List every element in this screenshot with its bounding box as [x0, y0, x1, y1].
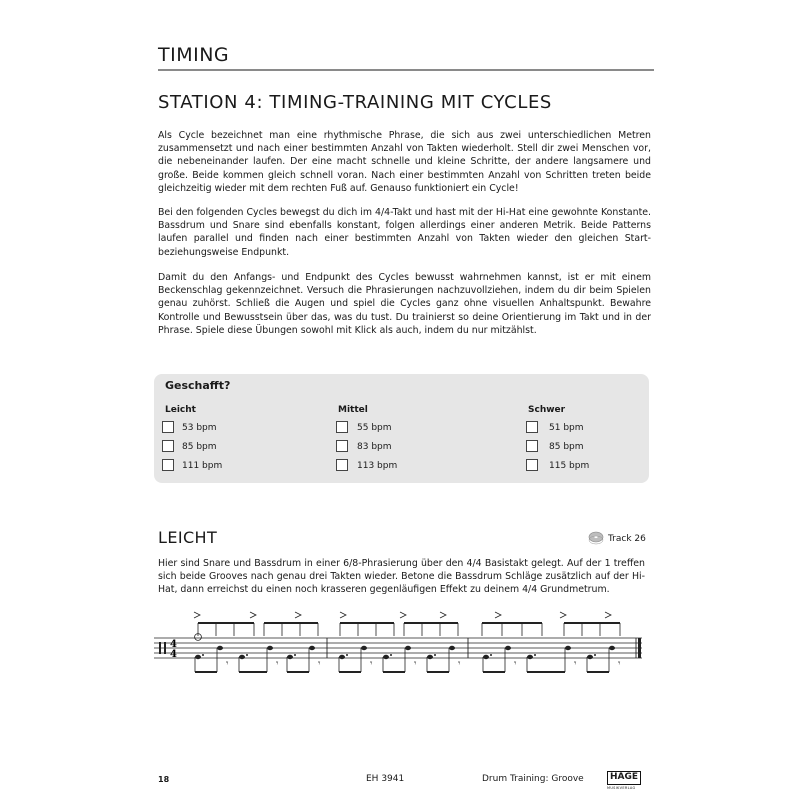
checkbox-label: 113 bpm [357, 461, 398, 471]
column-header-mittel: Mittel [338, 405, 368, 415]
checkbox-mittel-2[interactable] [336, 440, 348, 452]
exercise-title: LEICHT [158, 528, 218, 547]
column-header-leicht: Leicht [165, 405, 196, 415]
cd-icon [588, 531, 604, 545]
svg-text:4: 4 [170, 649, 177, 660]
checkbox-leicht-2[interactable] [162, 440, 174, 452]
drum-notation-staff [150, 600, 650, 682]
svg-text:𝄾: 𝄾 [276, 659, 279, 669]
svg-text:𝄾: 𝄾 [226, 659, 229, 669]
orientation-paragraph: Damit du den Anfangs- und Endpunkt des Cycles bewusst wahrnehmen kannst, ist er mit einem Beckenschlag gekennzeichnet. Versuch die Phrasierungen nachzuvollziehen, indem du dir beim Spielen genau zuhörst. Schließ die Augen und spiel die Cycles ganz ohne visuellen Anhaltspunkt. Bewahre Kontrolle und Bewusstsein über das, was du tust. Du trainierst so deine Orientierung im Takt und in der Phrase. Spiele diese Übungen sowohl mit Klick als auch, indem du nur mitzählst. [158, 272, 651, 336]
checkbox-label: 55 bpm [357, 423, 392, 433]
exercise-description: Hier sind Snare und Bassdrum in einer 6/8-Phrasierung über den 4/4 Basistakt gelegt. Auf der 1 treffen sich beide Grooves nach genau drei Takten wieder. Betone die Bassdrum Schläge zusätzlich auf der Hi-Hat, dann erreichst du einen noch krasseren gegenläufigen Effekt zu deinem 4/4 Grundmetrum. [158, 558, 645, 596]
checkbox-label: 111 bpm [182, 461, 223, 471]
section-divider [158, 69, 654, 71]
checkbox-schwer-3[interactable] [526, 459, 538, 471]
edition-code: EH 3941 [366, 774, 405, 784]
svg-text:𝄾: 𝄾 [514, 659, 517, 669]
svg-text:𝄾: 𝄾 [318, 659, 321, 669]
station-title: STATION 4: TIMING-TRAINING MIT CYCLES [158, 92, 552, 113]
intro-paragraph: Als Cycle bezeichnet man eine rhythmische Phrase, die sich aus zwei unterschiedlichen Metren zusammensetzt und nach einer bestimmten Anzahl von Takten wiederholt. Stell dir zwei Menschen vor, die nebeneinander laufen. Der eine macht schnelle und kleine Schritte, der andere langsamere und große. Beide kommen gleich schnell voran. Nach einer bestimmten Anzahl von Schritten treten beide gleichzeitig wieder mit dem rechten Fuß auf. Genauso funktioniert ein Cycle! [158, 130, 651, 194]
page-number: 18 [158, 775, 170, 784]
svg-text:𝄾: 𝄾 [574, 659, 577, 669]
checkbox-label: 115 bpm [549, 461, 590, 471]
column-header-schwer: Schwer [528, 405, 566, 415]
checkbox-mittel-1[interactable] [336, 421, 348, 433]
svg-text:𝄾: 𝄾 [618, 659, 621, 669]
checkbox-leicht-3[interactable] [162, 459, 174, 471]
checkbox-mittel-3[interactable] [336, 459, 348, 471]
checkbox-label: 85 bpm [182, 442, 217, 452]
checkbox-label: 51 bpm [549, 423, 584, 433]
checkbox-label: 83 bpm [357, 442, 392, 452]
track-number: Track 26 [608, 534, 646, 544]
checkbox-schwer-1[interactable] [526, 421, 538, 433]
checkbox-label: 85 bpm [549, 442, 584, 452]
cycles-paragraph: Bei den folgenden Cycles bewegst du dich im 4/4-Takt und hast mit der Hi-Hat eine gewohnte Konstante. Bassdrum und Snare sind ebenfalls konstant, folgen allerdings einer anderen Metrik. Beide Patterns laufen parallel und finden nach einer bestimmten Anzahl von Takten wieder den gleichen Start- beziehungsweise Endpunkt. [158, 207, 651, 258]
svg-text:𝄾: 𝄾 [458, 659, 461, 669]
checklist-title: Geschafft? [165, 379, 231, 392]
checkbox-label: 53 bpm [182, 423, 217, 433]
book-title: Drum Training: Groove [482, 774, 584, 784]
section-title: TIMING [158, 44, 230, 66]
publisher-logo-subtitle: MUSIKVERLAG [607, 786, 636, 790]
publisher-logo: HAGE [607, 771, 641, 785]
svg-text:𝄾: 𝄾 [414, 659, 417, 669]
checkbox-leicht-1[interactable] [162, 421, 174, 433]
checkbox-schwer-2[interactable] [526, 440, 538, 452]
svg-text:4: 4 [170, 639, 177, 650]
svg-text:𝄾: 𝄾 [370, 659, 373, 669]
